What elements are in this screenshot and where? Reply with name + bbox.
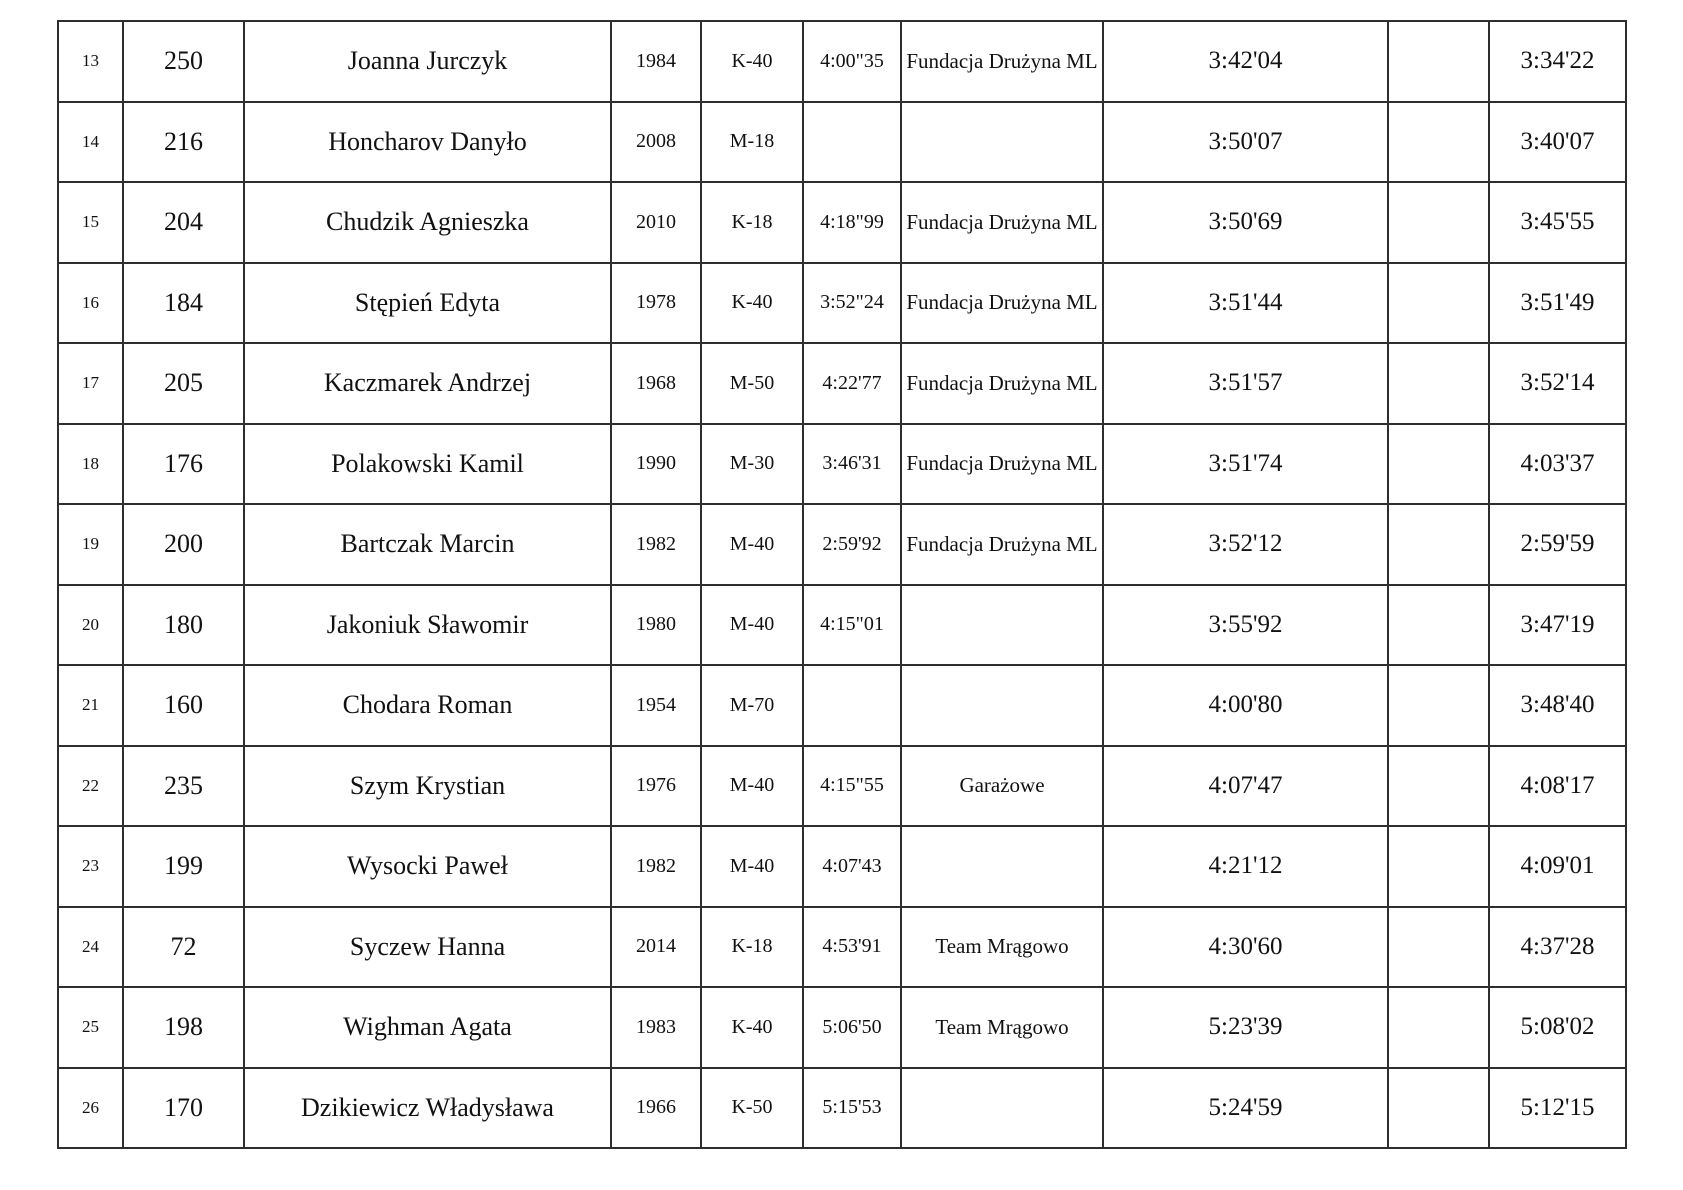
table-row xyxy=(58,504,1626,585)
category-cell: M-40 xyxy=(701,585,803,666)
finish-time-cell: 3:51'44 xyxy=(1103,263,1388,344)
bib-number-cell: 198 xyxy=(123,987,244,1068)
position-cell: 25 xyxy=(58,987,123,1068)
net-time-cell: 3:48'40 xyxy=(1489,665,1626,746)
net-time-cell: 5:12'15 xyxy=(1489,1068,1626,1149)
blank-cell xyxy=(1388,585,1489,666)
athlete-name-cell: Szym Krystian xyxy=(244,746,611,827)
table-row xyxy=(58,585,1626,666)
bib-number-cell: 216 xyxy=(123,102,244,183)
birth-year-cell: 1954 xyxy=(611,665,701,746)
position-cell: 16 xyxy=(58,263,123,344)
birth-year-cell: 1976 xyxy=(611,746,701,827)
athlete-name-cell: Syczew Hanna xyxy=(244,907,611,988)
net-time-cell: 3:52'14 xyxy=(1489,343,1626,424)
finish-time-cell: 5:24'59 xyxy=(1103,1068,1388,1149)
pace-cell: 4:53'91 xyxy=(803,907,901,988)
athlete-name-cell: Bartczak Marcin xyxy=(244,504,611,585)
birth-year-cell: 1966 xyxy=(611,1068,701,1149)
category-cell: M-18 xyxy=(701,102,803,183)
table-row xyxy=(58,665,1626,746)
blank-cell xyxy=(1388,263,1489,344)
table-row xyxy=(58,746,1626,827)
pace-cell: 4:22'77 xyxy=(803,343,901,424)
position-cell: 23 xyxy=(58,826,123,907)
finish-time-cell: 4:07'47 xyxy=(1103,746,1388,827)
athlete-name-cell: Polakowski Kamil xyxy=(244,424,611,505)
blank-cell xyxy=(1388,665,1489,746)
bib-number-cell: 176 xyxy=(123,424,244,505)
table-row xyxy=(58,182,1626,263)
table-row xyxy=(58,343,1626,424)
blank-cell xyxy=(1388,343,1489,424)
net-time-cell: 3:51'49 xyxy=(1489,263,1626,344)
blank-cell xyxy=(1388,1068,1489,1149)
pace-cell: 4:00"35 xyxy=(803,21,901,102)
finish-time-cell: 3:50'69 xyxy=(1103,182,1388,263)
club-cell: Fundacja Drużyna ML xyxy=(901,343,1103,424)
bib-number-cell: 170 xyxy=(123,1068,244,1149)
finish-time-cell: 4:00'80 xyxy=(1103,665,1388,746)
position-cell: 17 xyxy=(58,343,123,424)
bib-number-cell: 184 xyxy=(123,263,244,344)
athlete-name-cell: Kaczmarek Andrzej xyxy=(244,343,611,424)
club-cell: Fundacja Drużyna ML xyxy=(901,263,1103,344)
pace-cell: 2:59'92 xyxy=(803,504,901,585)
category-cell: M-30 xyxy=(701,424,803,505)
blank-cell xyxy=(1388,826,1489,907)
club-cell xyxy=(901,665,1103,746)
bib-number-cell: 199 xyxy=(123,826,244,907)
finish-time-cell: 3:51'57 xyxy=(1103,343,1388,424)
finish-time-cell: 3:55'92 xyxy=(1103,585,1388,666)
net-time-cell: 3:34'22 xyxy=(1489,21,1626,102)
bib-number-cell: 204 xyxy=(123,182,244,263)
pace-cell: 4:15"55 xyxy=(803,746,901,827)
club-cell xyxy=(901,102,1103,183)
bib-number-cell: 250 xyxy=(123,21,244,102)
net-time-cell: 5:08'02 xyxy=(1489,987,1626,1068)
athlete-name-cell: Chudzik Agnieszka xyxy=(244,182,611,263)
race-results-table xyxy=(57,20,1627,1149)
club-cell: Fundacja Drużyna ML xyxy=(901,424,1103,505)
net-time-cell: 3:45'55 xyxy=(1489,182,1626,263)
position-cell: 19 xyxy=(58,504,123,585)
bib-number-cell: 205 xyxy=(123,343,244,424)
athlete-name-cell: Stępień Edyta xyxy=(244,263,611,344)
pace-cell: 4:15"01 xyxy=(803,585,901,666)
blank-cell xyxy=(1388,907,1489,988)
club-cell: Team Mrągowo xyxy=(901,907,1103,988)
position-cell: 26 xyxy=(58,1068,123,1149)
bib-number-cell: 200 xyxy=(123,504,244,585)
athlete-name-cell: Dzikiewicz Władysława xyxy=(244,1068,611,1149)
bib-number-cell: 160 xyxy=(123,665,244,746)
net-time-cell: 3:40'07 xyxy=(1489,102,1626,183)
birth-year-cell: 1990 xyxy=(611,424,701,505)
position-cell: 14 xyxy=(58,102,123,183)
net-time-cell: 4:37'28 xyxy=(1489,907,1626,988)
blank-cell xyxy=(1388,987,1489,1068)
category-cell: M-40 xyxy=(701,826,803,907)
finish-time-cell: 3:52'12 xyxy=(1103,504,1388,585)
category-cell: M-70 xyxy=(701,665,803,746)
athlete-name-cell: Joanna Jurczyk xyxy=(244,21,611,102)
blank-cell xyxy=(1388,102,1489,183)
pace-cell: 5:15'53 xyxy=(803,1068,901,1149)
results-table-body xyxy=(58,21,1626,1148)
athlete-name-cell: Wighman Agata xyxy=(244,987,611,1068)
birth-year-cell: 2008 xyxy=(611,102,701,183)
club-cell xyxy=(901,585,1103,666)
finish-time-cell: 4:21'12 xyxy=(1103,826,1388,907)
bib-number-cell: 235 xyxy=(123,746,244,827)
pace-cell xyxy=(803,102,901,183)
position-cell: 21 xyxy=(58,665,123,746)
category-cell: M-40 xyxy=(701,746,803,827)
birth-year-cell: 1982 xyxy=(611,826,701,907)
table-row xyxy=(58,907,1626,988)
table-row xyxy=(58,21,1626,102)
position-cell: 18 xyxy=(58,424,123,505)
club-cell: Fundacja Drużyna ML xyxy=(901,21,1103,102)
net-time-cell: 4:08'17 xyxy=(1489,746,1626,827)
pace-cell: 5:06'50 xyxy=(803,987,901,1068)
table-row xyxy=(58,1068,1626,1149)
birth-year-cell: 1968 xyxy=(611,343,701,424)
blank-cell xyxy=(1388,182,1489,263)
athlete-name-cell: Jakoniuk Sławomir xyxy=(244,585,611,666)
birth-year-cell: 2014 xyxy=(611,907,701,988)
position-cell: 15 xyxy=(58,182,123,263)
table-row xyxy=(58,826,1626,907)
blank-cell xyxy=(1388,21,1489,102)
position-cell: 20 xyxy=(58,585,123,666)
position-cell: 22 xyxy=(58,746,123,827)
table-row xyxy=(58,987,1626,1068)
finish-time-cell: 4:30'60 xyxy=(1103,907,1388,988)
birth-year-cell: 1980 xyxy=(611,585,701,666)
birth-year-cell: 1984 xyxy=(611,21,701,102)
club-cell: Team Mrągowo xyxy=(901,987,1103,1068)
club-cell: Fundacja Drużyna ML xyxy=(901,504,1103,585)
blank-cell xyxy=(1388,504,1489,585)
birth-year-cell: 2010 xyxy=(611,182,701,263)
category-cell: M-50 xyxy=(701,343,803,424)
finish-time-cell: 5:23'39 xyxy=(1103,987,1388,1068)
category-cell: K-40 xyxy=(701,987,803,1068)
bib-number-cell: 180 xyxy=(123,585,244,666)
finish-time-cell: 3:50'07 xyxy=(1103,102,1388,183)
table-row xyxy=(58,263,1626,344)
category-cell: K-40 xyxy=(701,263,803,344)
athlete-name-cell: Wysocki Paweł xyxy=(244,826,611,907)
net-time-cell: 3:47'19 xyxy=(1489,585,1626,666)
category-cell: K-18 xyxy=(701,907,803,988)
bib-number-cell: 72 xyxy=(123,907,244,988)
athlete-name-cell: Honcharov Danyło xyxy=(244,102,611,183)
category-cell: K-40 xyxy=(701,21,803,102)
birth-year-cell: 1982 xyxy=(611,504,701,585)
pace-cell: 3:46'31 xyxy=(803,424,901,505)
club-cell xyxy=(901,1068,1103,1149)
position-cell: 13 xyxy=(58,21,123,102)
athlete-name-cell: Chodara Roman xyxy=(244,665,611,746)
club-cell xyxy=(901,826,1103,907)
blank-cell xyxy=(1388,746,1489,827)
club-cell: Garażowe xyxy=(901,746,1103,827)
pace-cell: 4:18"99 xyxy=(803,182,901,263)
net-time-cell: 2:59'59 xyxy=(1489,504,1626,585)
birth-year-cell: 1978 xyxy=(611,263,701,344)
birth-year-cell: 1983 xyxy=(611,987,701,1068)
net-time-cell: 4:09'01 xyxy=(1489,826,1626,907)
category-cell: M-40 xyxy=(701,504,803,585)
category-cell: K-50 xyxy=(701,1068,803,1149)
finish-time-cell: 3:42'04 xyxy=(1103,21,1388,102)
pace-cell xyxy=(803,665,901,746)
table-row xyxy=(58,102,1626,183)
blank-cell xyxy=(1388,424,1489,505)
position-cell: 24 xyxy=(58,907,123,988)
category-cell: K-18 xyxy=(701,182,803,263)
pace-cell: 4:07'43 xyxy=(803,826,901,907)
table-row xyxy=(58,424,1626,505)
net-time-cell: 4:03'37 xyxy=(1489,424,1626,505)
club-cell: Fundacja Drużyna ML xyxy=(901,182,1103,263)
pace-cell: 3:52"24 xyxy=(803,263,901,344)
finish-time-cell: 3:51'74 xyxy=(1103,424,1388,505)
